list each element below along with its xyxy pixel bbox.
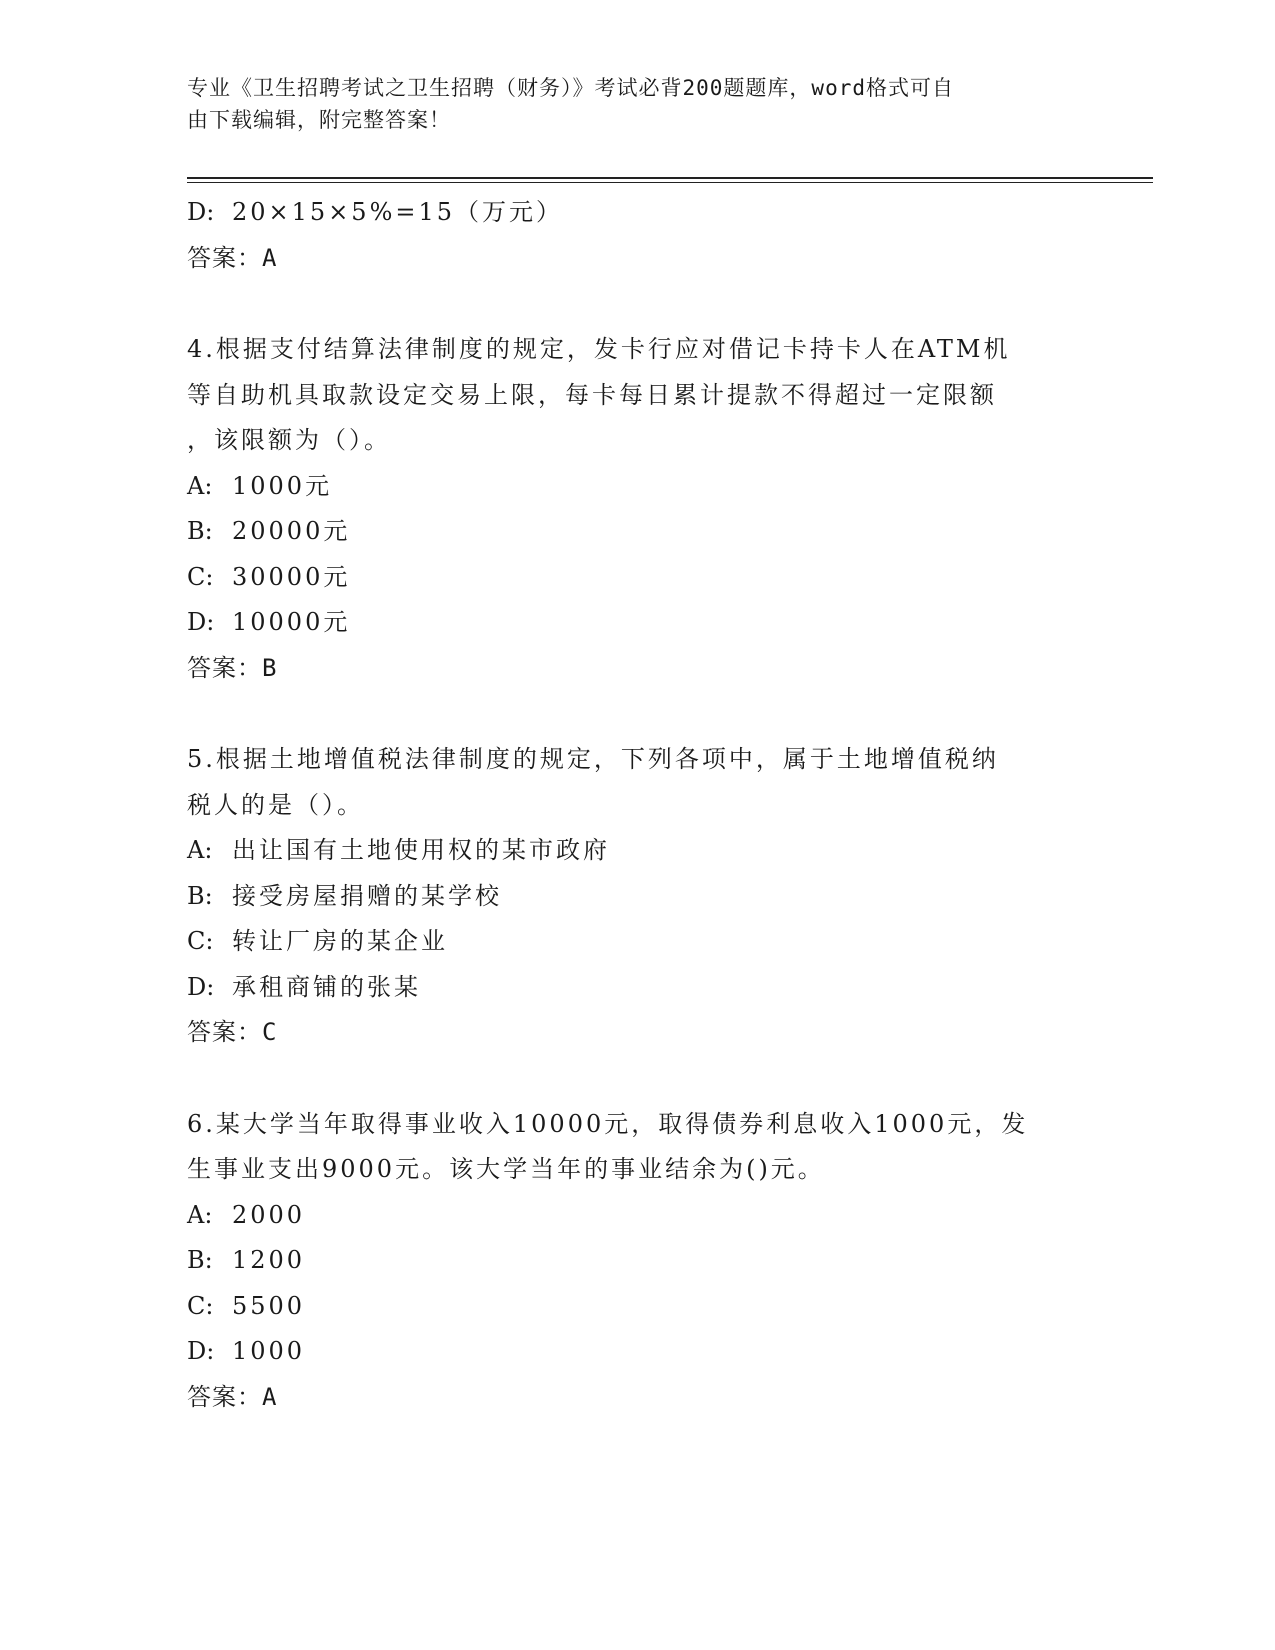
question-text-line: 税人的是（）。	[187, 790, 364, 819]
option-b: B: 20000元	[187, 517, 351, 545]
option-c: C: 转让厂房的某企业	[187, 927, 448, 955]
question-5	[187, 737, 1087, 1056]
question-4	[187, 327, 1087, 691]
option-a: A: 1000元	[187, 471, 333, 500]
header-rule-thin	[187, 182, 1153, 183]
option-c: C: 30000元	[187, 562, 351, 591]
document-header	[187, 72, 1087, 136]
option-d: D: 1000	[187, 1337, 306, 1365]
answer-line: 答案：A	[187, 1382, 278, 1411]
previous-question-tail	[187, 190, 1087, 281]
question-text-line: 5.根据土地增值税法律制度的规定，下列各项中，属于土地增值税纳	[187, 745, 999, 773]
option-b: B: 接受房屋捐赠的某学校	[187, 881, 502, 910]
header-line-2: 由下载编辑，附完整答案！	[187, 108, 451, 132]
answer-line: 答案：C	[187, 1018, 278, 1046]
document-body	[187, 190, 1087, 1420]
option-a: A: 2000	[187, 1200, 306, 1229]
option-b: B: 1200	[187, 1246, 306, 1274]
header-line-1: 专业《卫生招聘考试之卫生招聘（财务）》考试必背200题题库，word格式可自	[187, 76, 954, 100]
option-c: C: 5500	[187, 1291, 306, 1320]
option-d: D: 10000元	[187, 608, 351, 636]
answer-line: 答案：A	[187, 243, 278, 272]
question-6	[187, 1102, 1087, 1421]
question-text-line: 6.某大学当年取得事业收入10000元，取得债券利息收入1000元，发	[187, 1109, 1029, 1138]
question-text-line: 生事业支出9000元。该大学当年的事业结余为()元。	[187, 1155, 825, 1183]
header-rule-thick	[187, 177, 1153, 179]
question-text-line: 4.根据支付结算法律制度的规定，发卡行应对借记卡持卡人在ATM机	[187, 335, 1011, 363]
option-a: A: 出让国有土地使用权的某市政府	[187, 836, 610, 864]
option-d: D: 承租商铺的张某	[187, 972, 421, 1001]
question-text-line: 等自助机具取款设定交易上限，每卡每日累计提款不得超过一定限额	[187, 380, 997, 409]
option-d: D: 20×15×5%=15（万元）	[187, 198, 564, 226]
question-text-line: ，该限额为（）。	[187, 426, 391, 454]
answer-line: 答案：B	[187, 653, 278, 682]
